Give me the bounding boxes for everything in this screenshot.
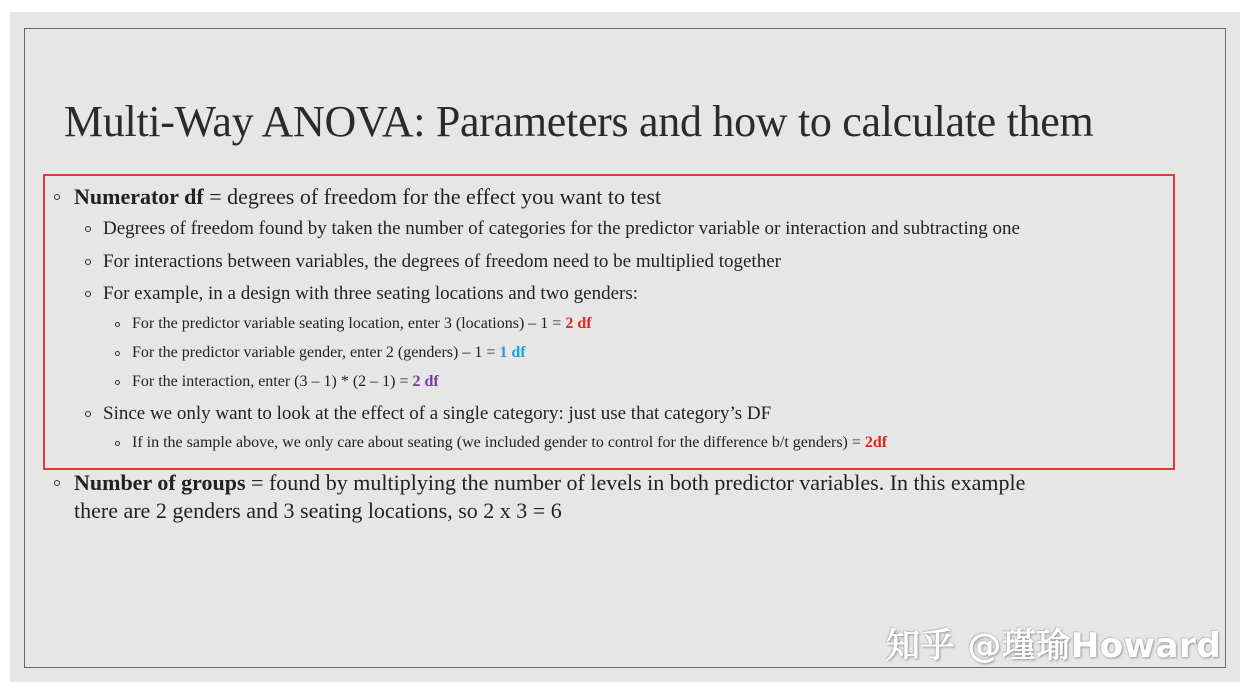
watermark: 知乎 @瑾瑜Howard (886, 626, 1222, 666)
sub-item-example: For example, in a design with three seating locations and two genders: (103, 283, 639, 304)
example-seating-only-value: 2df (864, 434, 888, 451)
example-gender-text: For the predictor variable gender, enter 2 (genders) – 1 = (132, 344, 500, 361)
example-interaction (132, 373, 439, 391)
sub-item-degrees: Degrees of freedom found by taken the number of categories for the predictor variable or interaction and subtracting one (103, 218, 1020, 239)
bullet-icon (54, 194, 60, 200)
example-seating (132, 315, 592, 333)
example-gender-value: 1 df (499, 344, 526, 361)
number-of-groups-item (74, 470, 1025, 496)
bullet-icon (85, 291, 91, 297)
bullet-icon (85, 226, 91, 232)
bullet-icon (54, 480, 60, 486)
slide-title: Multi-Way ANOVA: Parameters and how to calculate them (64, 97, 1094, 146)
number-of-groups-continuation: there are 2 genders and 3 seating locations, so 2 x 3 = 6 (74, 498, 562, 523)
number-of-groups-term: Number of groups (74, 470, 246, 495)
example-seating-only-text: If in the sample above, we only care about seating (we included gender to control for the difference b/t genders) = (132, 434, 865, 451)
numerator-df-item (74, 184, 661, 210)
bullet-icon (115, 441, 120, 446)
example-gender (132, 344, 526, 362)
numerator-df-term: Numerator df (74, 184, 204, 209)
numerator-df-definition: = degrees of freedom for the effect you want to test (203, 184, 662, 209)
bullet-icon (115, 322, 120, 327)
example-interaction-value: 2 df (412, 373, 439, 390)
example-seating-value: 2 df (565, 315, 592, 332)
sub-item-single-category: Since we only want to look at the effect of a single category: just use that category’s DF (103, 403, 772, 424)
bullet-icon (85, 259, 91, 265)
sub-item-interactions: For interactions between variables, the degrees of freedom need to be multiplied together (103, 251, 781, 272)
bullet-icon (85, 411, 91, 417)
number-of-groups-definition: = found by multiplying the number of levels in both predictor variables. In this example (245, 470, 1026, 495)
bullet-icon (115, 380, 120, 385)
example-seating-text: For the predictor variable seating location, enter 3 (locations) – 1 = (132, 315, 566, 332)
example-seating-only (132, 434, 887, 452)
bullet-icon (115, 351, 120, 356)
example-interaction-text: For the interaction, enter (3 – 1) * (2 – 1) = (132, 373, 413, 390)
